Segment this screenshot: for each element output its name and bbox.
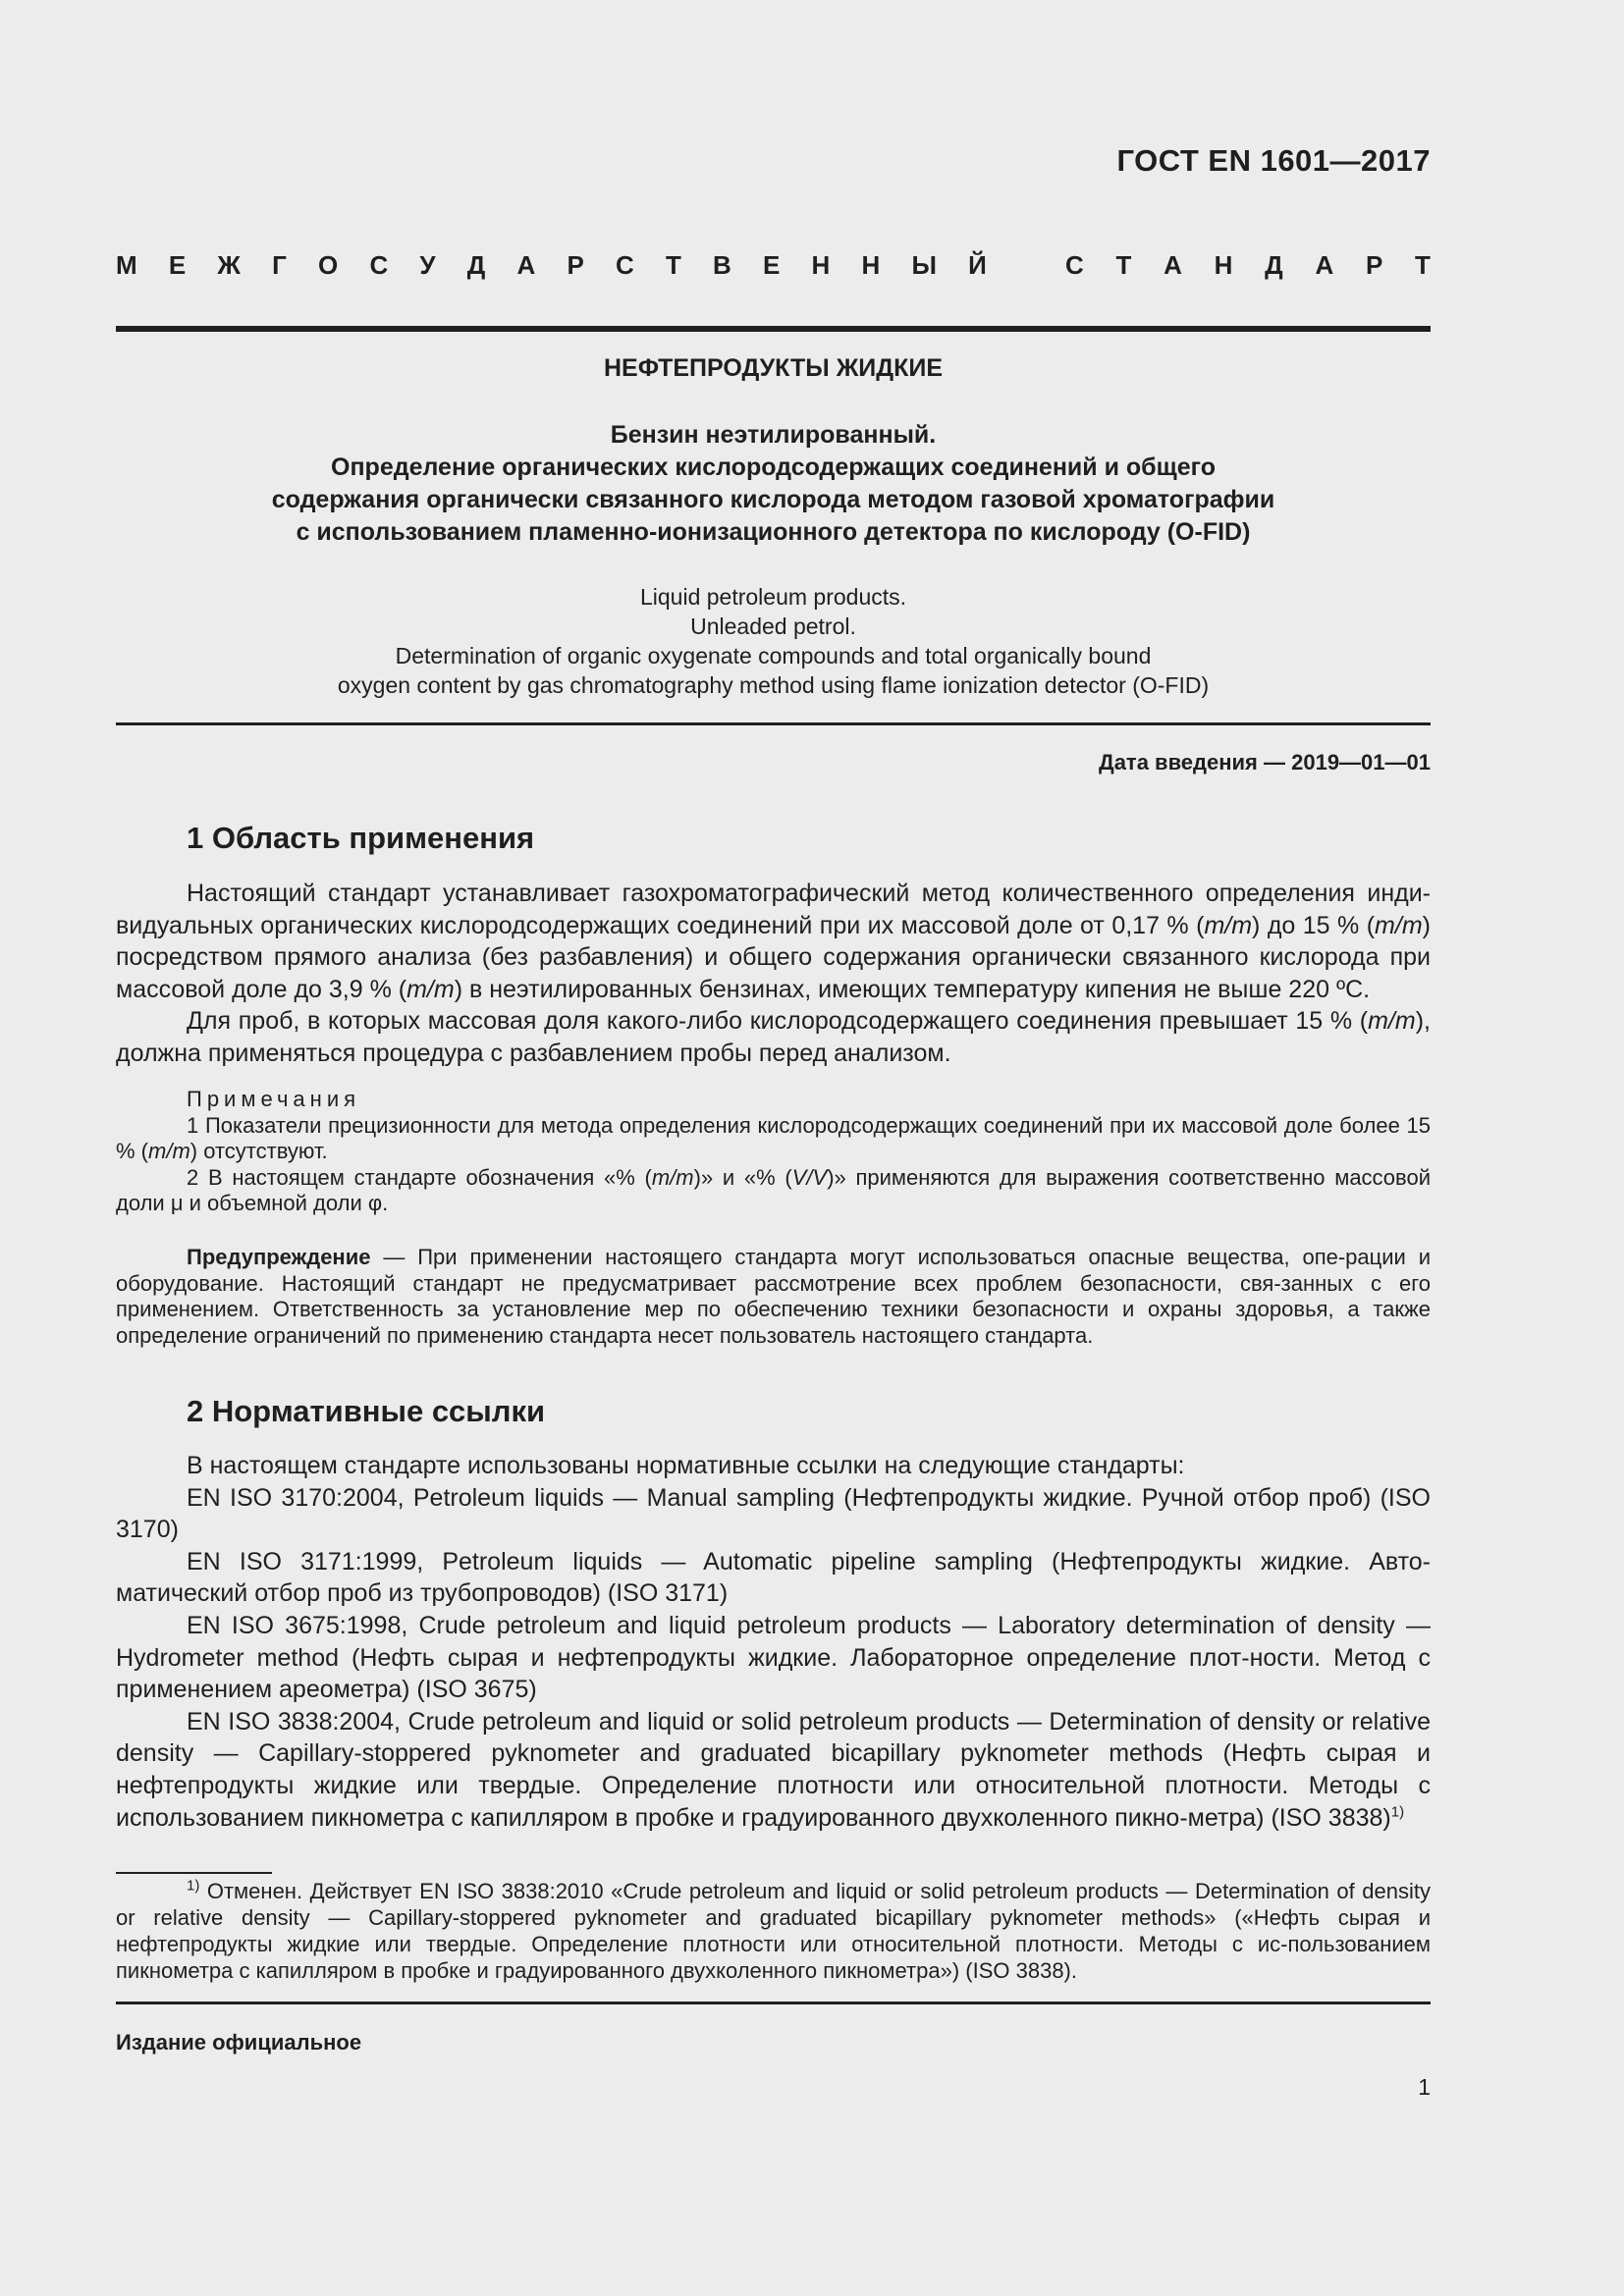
title-sub-line: содержания органически связанного кислорода методом газовой хроматографии bbox=[271, 486, 1275, 513]
reference-item: EN ISO 3675:1998, Crude petroleum and liquid petroleum products — Laboratory determination of density — Hydrometer method (Нефть сырая и нефтепродукты жидкие. Лабораторное определение плот-ности. Метод с применением ареометра) (ISO 3675) bbox=[116, 1611, 1431, 1704]
footnote-rule bbox=[116, 1872, 272, 1874]
interstate-word: М Е Ж Г О С У Д А Р С Т В Е Н Н Ы Й bbox=[116, 250, 987, 280]
footer-rule bbox=[116, 2002, 1431, 2004]
reference-item: EN ISO 3170:2004, Petroleum liquids — Manual sampling (Нефтепродукты жидкие. Ручной отбор проб) (ISO 3170) bbox=[116, 1483, 1431, 1544]
gost-number: ГОСТ EN 1601—2017 bbox=[1116, 143, 1431, 178]
warning-paragraph: Предупреждение — При применении настоящего стандарта могут использоваться опасные вещества, опе-рации и оборудование. Настоящий стандарт не предусматривает рассмотрение всех проблем безопасности, свя-занных с его применением. Ответственность за установление мер по обеспечению техники безопасности и охраны здоровья, а также определение ограничений по применению стандарта несет пользователь настоящего стандарта. bbox=[116, 1245, 1431, 1348]
footnote bbox=[116, 1878, 1431, 1984]
title-subtitle bbox=[116, 419, 1431, 549]
title-sub-line: с использованием пламенно-ионизационного детектора по кислороду (O-FID) bbox=[296, 518, 1251, 546]
title-english bbox=[116, 582, 1431, 700]
interstate-standard-banner bbox=[116, 250, 1431, 281]
note-2: 2 В настоящем стандарте обозначения «% (m/m)» и «% (V/V)» применяются для выражения соответственно массовой доли μ и объемной доли φ. bbox=[116, 1164, 1432, 1215]
reference-item: EN ISO 3171:1999, Petroleum liquids — Automatic pipeline sampling (Нефтепродукты жидкие. Авто-матический отбор проб из трубопроводов) (ISO 3171) bbox=[116, 1547, 1431, 1608]
title-en-line: Determination of organic oxygenate compounds and total organically bound bbox=[395, 643, 1152, 668]
section-2-body bbox=[116, 1450, 1431, 1834]
page-number: 1 bbox=[1418, 2074, 1431, 2100]
footnote-ref[interactable]: 1) bbox=[1390, 1803, 1405, 1821]
edition-label: Издание официальное bbox=[116, 2030, 362, 2055]
standard-word: С Т А Н Д А Р Т bbox=[1065, 250, 1431, 280]
scope-paragraph-2: Для проб, в которых массовая доля какого-либо кислородсодержащего соединения превышает 15 % (m/m), должна применяться процедура с разбавлением пробы перед анализом. bbox=[116, 1007, 1431, 1067]
references-intro: В настоящем стандарте использованы нормативные ссылки на следующие стандарты: bbox=[187, 1452, 1185, 1479]
section-2-heading: 2 Нормативные ссылки bbox=[187, 1394, 546, 1428]
introduction-date: Дата введения — 2019—01—01 bbox=[1099, 750, 1431, 774]
section-1-body bbox=[116, 878, 1431, 1070]
notes-block bbox=[116, 1087, 1431, 1217]
title-sub-line: Бензин неэтилированный. bbox=[610, 421, 937, 449]
note-1: 1 Показатели прецизионности для метода определения кислородсодержащих соединений при их массовой доле более 15 % (m/m) отсутствуют. bbox=[116, 1112, 1431, 1163]
scope-paragraph-1: Настоящий стандарт устанавливает газохроматографический метод количественного определения инди-видуальных органических кислородсодержащих соединений при их массовой доле от 0,17 % (m/m) до 15 % (m/m) посредством прямого анализа (без разбавления) и общего содержания органически связанного кислорода при массовой доле до 3,9 % (m/m) в неэтилированных бензинах, имеющих температуру кипения не выше 220 ºС. bbox=[116, 880, 1431, 1003]
warning-block bbox=[116, 1245, 1431, 1349]
header-rule bbox=[116, 326, 1431, 332]
reference-item: EN ISO 3838:2004, Crude petroleum and liquid or solid petroleum products — Determination of density or relative density — Capillary-stoppered pyknometer and graduated bicapillary pyknometer methods (Нефть сырая и нефтепродукты жидкие или твердые. Определение плотности или относительной плотности. Методы с использованием пикнометра с капилляром в пробке и градуированного двухколенного пикно-метра) (ISO 3838)$^{1)}$ bbox=[116, 1707, 1431, 1832]
title-main: НЕФТЕПРОДУКТЫ ЖИДКИЕ bbox=[603, 354, 943, 382]
notes-heading: Примечания bbox=[187, 1087, 361, 1111]
title-en-line: Unleaded petrol. bbox=[690, 614, 856, 639]
section-1-heading: 1 Область применения bbox=[187, 821, 535, 855]
title-en-line: oxygen content by gas chromatography method using flame ionization detector (O-FID) bbox=[337, 672, 1210, 698]
footnote-text: $^{1)}$ Отменен. Действует EN ISO 3838:2010 «Crude petroleum and liquid or solid petroleum products — Determination of density or relative density — Capillary-stoppered pyknometer and graduated bicapillary pyknometer methods» («Нефть сырая и нефтепродукты жидкие или твердые. Определение плотности или относительной плотности. Методы с ис-пользованием пикнометра с капилляром в пробке и градуированного двухколенного пикнометра») (ISO 3838). bbox=[116, 1877, 1431, 1983]
title-en-line: Liquid petroleum products. bbox=[639, 584, 907, 610]
title-rule bbox=[116, 722, 1431, 725]
title-sub-line: Определение органических кислородсодержащих соединений и общего bbox=[331, 454, 1216, 481]
footnote-marker: 1) bbox=[187, 1877, 200, 1895]
